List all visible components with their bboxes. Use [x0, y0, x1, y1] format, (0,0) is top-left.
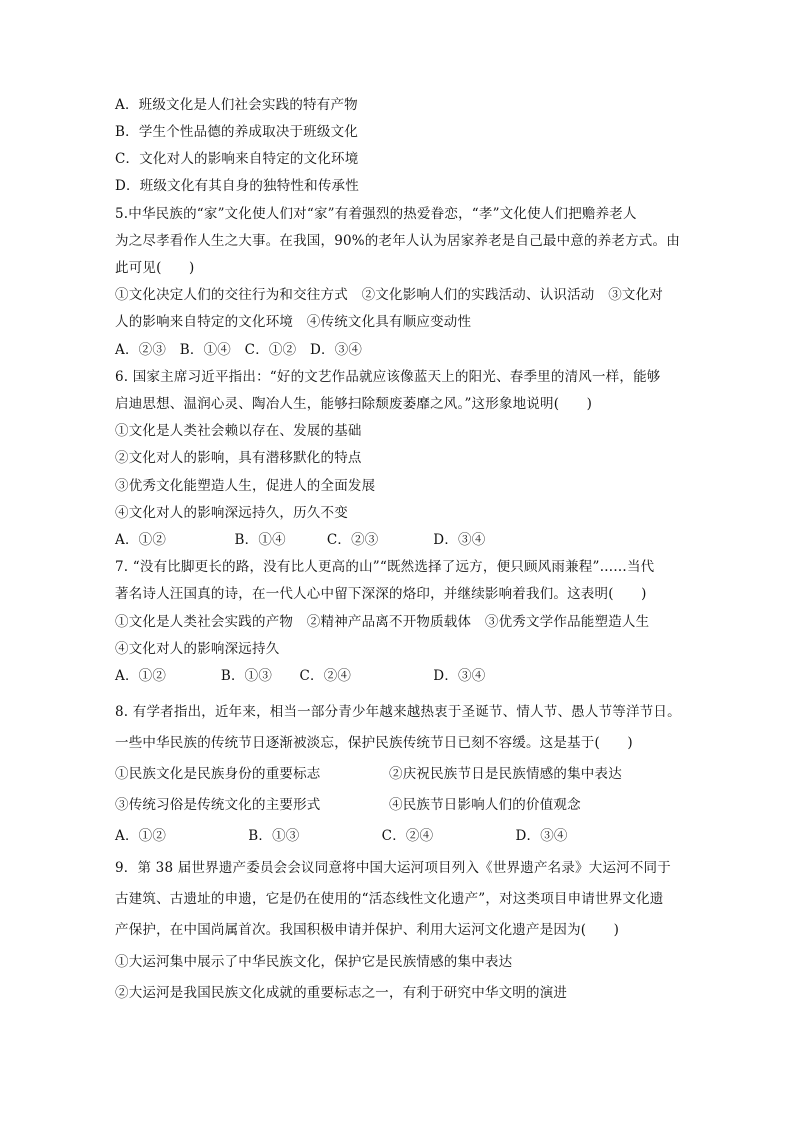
text-line: 人的影响来自特定的文化环境 ④传统文化具有顺应变动性	[115, 314, 472, 330]
text-line: C．文化对人的影响来自特定的文化环境	[115, 151, 359, 167]
question-6-stem: 6. 国家主席习近平指出：“好的文艺作品就应该像蓝天上的阳光、春季里的清风一样，能够	[115, 369, 661, 385]
question-9-stem: 9．第 38 届世界遗产委员会会议同意将中国大运河项目列入《世界遗产名录》大运河不同于	[115, 860, 671, 876]
text-line: 古建筑、古遗址的申遗，它是仍在使用的“活态线性文化遗产”，对这类项目申请世界文化遗	[115, 891, 664, 907]
text-line: 一些中华民族的传统节日逐渐被淡忘，保护民族传统节日已刻不容缓。这是基于( )	[115, 735, 633, 751]
answer-options: A．①② B．①③ C．②④ D．③④	[115, 828, 568, 844]
question-7-stem: 7. “没有比脚更长的路，没有比人更高的山”“既然选择了远方，便只顾风雨兼程”……当代	[115, 559, 655, 575]
text-line: D．班级文化有其自身的独特性和传承性	[115, 178, 359, 194]
text-line: ①民族文化是民族身份的重要标志 ②庆祝民族节日是民族情感的集中表达	[115, 766, 622, 782]
text-line: ④文化对人的影响深远持久	[115, 641, 280, 657]
text-line: 著名诗人汪国真的诗，在一代人心中留下深深的烙印，并继续影响着我们。这表明( )	[115, 586, 647, 602]
text-line: ③优秀文化能塑造人生，促进人的全面发展	[115, 478, 376, 494]
text-line: 此可见( )	[115, 260, 195, 276]
text-line: A．班级文化是人们社会实践的特有产物	[115, 97, 358, 113]
answer-options: A．①② B．①④ C．②③ D．③④	[115, 532, 486, 548]
text-line: ②大运河是我国民族文化成就的重要标志之一，有利于研究中华文明的演进	[115, 985, 568, 1001]
text-line: 为之尽孝看作人生之大事。在我国，90%的老年人认为居家养老是自己最中意的养老方式。由	[115, 233, 680, 249]
text-line: ①文化决定人们的交往行为和交往方式 ②文化影响人们的实践活动、认识活动 ③文化对	[115, 287, 663, 303]
text-line: 产保护，在中国尚属首次。我国积极申请并保护、利用大运河文化遗产是因为( )	[115, 922, 620, 938]
text-line: ①文化是人类社会赖以存在、发展的基础	[115, 423, 362, 439]
answer-options: A．②③ B．①④ C．①② D．③④	[115, 342, 363, 358]
question-5-stem: 5.中华民族的“家”文化使人们对“家”有着强烈的热爱眷恋，“孝”文化使人们把赡养老人	[115, 206, 637, 222]
question-8-stem: 8. 有学者指出，近年来，相当一部分青少年越来越热衷于圣诞节、情人节、愚人节等洋节日。	[115, 704, 681, 720]
text-line: B．学生个性品德的养成取决于班级文化	[115, 124, 359, 140]
text-line: ③传统习俗是传统文化的主要形式 ④民族节日影响人们的价值观念	[115, 797, 581, 813]
text-line: ④文化对人的影响深远持久，历久不变	[115, 505, 348, 521]
text-line: 启迪思想、温润心灵、陶冶人生，能够扫除颓废萎靡之风。”这形象地说明( )	[115, 396, 593, 412]
text-line: ②文化对人的影响，具有潜移默化的特点	[115, 450, 362, 466]
answer-options: A．①② B．①③ C．②④ D．③④	[115, 668, 486, 684]
text-line: ①大运河集中展示了中华民族文化，保护它是民族情感的集中表达	[115, 954, 513, 970]
text-line: ①文化是人类社会实践的产物 ②精神产品离不开物质载体 ③优秀文学作品能塑造人生	[115, 614, 650, 630]
